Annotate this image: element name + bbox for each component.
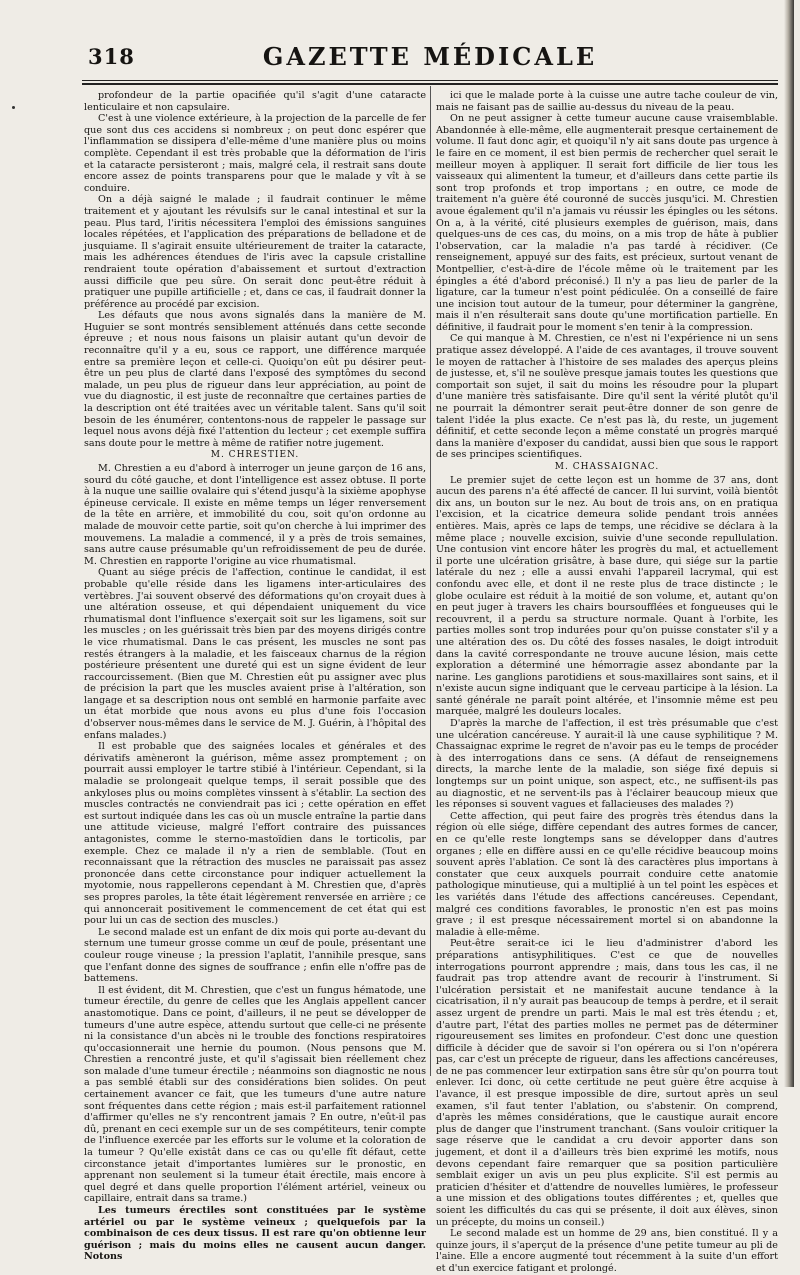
section-heading <box>84 450 426 462</box>
paragraph: Le premier sujet de cette leçon est un homme de 37 ans, dont aucun des parens n'a été affecté de cancer. Il lui survint, voilà bientôt dix ans, un bouton sur le nez. Au bout de trois ans, on en pratiqua l'excision, et la cicatrice demeura solide pendant trois années entières. Mais, après ce laps de temps, une récidive se déclara à la même place ; nouvelle excision, suivie d'une seconde repullulation. Une contusion vint encore hâter les progrès du mal, et actuellement il porte une ulcération grisâtre, à base dure, qui siége sur la partie latérale du nez ; elle a aussi envahi l'appareil lacrymal, qui est confondu avec elle, et dont il ne reste plus de trace distincte ; le globe oculaire est réduit à la moitié de son volume, et, autant qu'on en peut juger à travers les chairs boursoufflées et fongueuses qui le recouvrent, il a perdu sa structure normale. Quant à l'orbite, les parties molles sont trop indurées pour qu'on puisse constater s'il y a une altération des os. Du côté des fosses nasales, le doigt introduit dans la cavité correspondante ne trouve aucune lésion, mais cette exploration a déterminé une hémorragie assez abondante par la narine. Les ganglions parotidiens et sous-maxillaires sont sains, et il n'existe aucun signe indiquant que le cerveau participe à la lésion. La santé générale ne paraît point altérée, et l'insomnie même est peu marquée, malgré les douleurs locales. <box>436 474 778 718</box>
paragraph: M. Chrestien a eu d'abord à interroger un jeune garçon de 16 ans, sourd du côté gauche, et dont l'intelligence est assez obtuse. Il porte à la nuque une saillie ovalaire qui s'étend jusqu'à la sixième apophyse épineuse cervicale. Il existe en même temps un léger renversement de la tête en arrière, et immobilité du cou, soit qu'on ordonne au malade de mouvoir cette partie, soit qu'on cherche à lui imprimer des mouvemens. La maladie a commencé, il y a près de trois semaines, sans autre cause présumable qu'un refroidissement de peu de durée. M. Chrestien en rapporte l'origine au vice rhumatismal. <box>84 463 426 567</box>
paragraph: C'est à une violence extérieure, à la projection de la parcelle de fer que sont dus ces accidens si nombreux ; on peut donc espérer que l'inflammation se dissipera d'elle-même d'une manière plus ou moins complète. Cependant il est très probable que la déformation de l'iris et la cataracte persisteront ; mais, malgré cela, il restrait sans doute encore assez de points transparens pour que le malade y vît à se conduire. <box>84 113 426 194</box>
page-number: 318 <box>88 44 135 69</box>
column-separator <box>430 86 431 1076</box>
section-heading-text: M. CHRESTIEN. <box>210 450 300 461</box>
paragraph: Il est évident, dit M. Chrestien, que c'est un fungus hématode, une tumeur érectile, du genre de celles que les Anglais appellent cancer anastomotique. Dans ce point, d'ailleurs, il ne peut se développer de tumeurs d'une autre espèce, attendu surtout que celle-ci ne présente ni la consistance d'un abcès ni le trouble des fonctions respiratoires qu'occasionnerait une hernie du poumon. (Nous pensons que M. Chrestien a rencontré juste, et qu'il s'agissait bien réellement chez son malade d'une tumeur érectile ; néanmoins son diagnostic ne nous a pas semblé établi sur des considérations bien solides. On peut certainement avancer ce fait, que les tumeurs d'une autre nature sont fréquentes dans cette région ; mais est-il parfaitement rationnel d'affirmer qu'elles ne s'y rencontrent jamais ? En outre, n'eût-il pas dû, prenant en ceci exemple sur un de ses compétiteurs, tenir compte de l'influence exercée par les efforts sur le volume et la coloration de la tumeur ? Qu'elle existât dans ce cas ou qu'elle fît défaut, cette circonstance jetait d'importantes lumières sur le pronostic, en apprenant non seulement si la tumeur était érectile, mais encore à quel degré et dans quelle proportion l'élément artériel, veineux ou capillaire, entrait dans sa trame.) <box>84 984 426 1205</box>
paragraph: profondeur de la partie opacifiée qu'il s'agit d'une cataracte lenticulaire et non capsulaire. <box>84 90 426 113</box>
paragraph: On ne peut assigner à cette tumeur aucune cause vraisemblable. Abandonnée à elle-même, elle augmenterait presque certainement de volume. Il faut donc agir, et quoiqu'il n'y ait sans doute pas urgence à le faire en ce moment, il est bien permis de rechercher quel serait le meilleur moyen à appliquer. Il serait fort difficile de lier tous les vaisseaux qui alimentent la tumeur, et d'ailleurs dans cette partie ils sont trop profonds et trop importans ; en outre, ce mode de traitement n'a guère été couronné de succès jusqu'ici. M. Chrestien avoue également qu'il n'a jamais vu réussir les épingles ou les sétons. On a, à la vérité, cité plusieurs exemples de guérison, mais, dans quelques-uns de ces cas, du moins, on a mis trop de hâte à publier l'observation, car la maladie n'a pas tardé à récidiver. (Ce renseignement, appuyé sur des faits, est précieux, surtout venant de Montpellier, c'est-à-dire de l'école même où le traitement par les épingles a été d'abord préconisé.) Il n'y a pas lieu de parler de la ligature, car la tumeur n'est point pédiculée. On a conseillé de faire une incision tout autour de la tumeur, pour déterminer la gangrène, mais il n'en résulterait sans doute qu'une mortification partielle. En définitive, il faudrait pour le moment s'en tenir à la compression. <box>436 113 778 333</box>
journal-title: GAZETTE MÉDICALE <box>262 42 598 71</box>
paragraph-bold: Les tumeurs érectiles sont constituées par le système artériel ou par le système veineux ; quelquefois par la combinaison de ces deux tissus. Il est rare qu'on obtienne leur guérison ; mais du moins elles ne causent aucun danger. Notons <box>84 1205 426 1263</box>
left-column <box>84 90 426 1263</box>
paragraph: ici que le malade porte à la cuisse une autre tache couleur de vin, mais ne faisant pas de saillie au-dessus du niveau de la peau. <box>436 90 778 113</box>
paragraph: Cette affection, qui peut faire des progrès très étendus dans la région où elle siége, diffère cependant des autres formes de cancer, en ce qu'elle reste longtemps sans se développer dans d'autres organes ; elle en diffère aussi en ce qu'elle récidive beaucoup moins souvent après l'ablation. Ce sont là des caractères plus importans à constater que ceux auxquels pourrait conduire cette anatomie pathologique minutieuse, qui a multiplié à un tel point les espèces et les variétés dans l'étude des affections cancéreuses. Cependant, malgré ces conditions favorables, le pronostic n'en est pas moins grave ; il est presque nécessairement mortel si on abandonne la maladie à elle-même. <box>436 810 778 938</box>
header-rule-thick <box>82 83 778 85</box>
section-heading-text: M. CHASSAIGNAC. <box>554 462 660 472</box>
paragraph: Peut-être serait-ce ici le lieu d'administrer d'abord les préparations antisyphilitiques. C'est ce que de nouvelles interrogations pourront apprendre ; mais, dans tous les cas, il ne faudrait pas trop attendre avant de recourir à l'instrument. Si l'ulcération persistait et ne manifestait aucune tendance à la cicatrisation, il n'y aurait pas beaucoup de temps à perdre, et il serait assez urgent de prendre un parti. Mais le mal est très étendu ; et, d'autre part, l'état des parties molles ne permet pas de déterminer rigoureusement ses limites en profondeur. C'est donc une question difficile à décider que de savoir si l'on opérera ou si l'on n'opérera pas, car c'est un précepte de rigueur, dans les affections cancéreuses, de ne pas commencer leur extirpation sans être sûr qu'on pourra tout enlever. Ici donc, où cette certitude ne peut guère être acquise à l'avance, il est presque impossible de dire, surtout après un seul examen, s'il faut tenter l'ablation, ou s'abstenir. On comprend, d'après les mêmes considérations, que le caustique aurait encore plus de danger que l'instrument tranchant. (Sans vouloir critiquer la sage réserve que le candidat a cru devoir apporter dans son jugement, et dont il a d'ailleurs très bien exprimé les motifs, nous devons cependant faire remarquer que sa position particulière semblait exiger un avis un peu plus explicite. S'il est permis au praticien d'hésiter et d'attendre de nouvelles lumières, le professeur a une mission et des obligations toutes différentes ; et, quelles que soient les difficultés du cas qui se présente, il doit aux élèves, sinon un précepte, du moins un conseil.) <box>436 938 778 1228</box>
page-header <box>80 40 780 78</box>
scan-edge-shadow <box>784 0 794 1087</box>
paragraph: Les défauts que nous avons signalés dans la manière de M. Huguier se sont montrés sensiblement atténués dans cette seconde épreuve ; et nous nous faisons un plaisir autant qu'un devoir de reconnaître qu'il y a eu, sous ce rapport, une différence marquée entre sa première leçon et celle-ci. Quoiqu'on eût pu désirer peut-être un peu plus de clarté dans l'exposé des symptômes du second malade, un peu plus de rigueur dans leur appréciation, au point de vue du diagnostic, il est juste de reconnaître que certaines parties de la description ont été traitées avec un véritable talent. Sans qu'il soit besoin de les énumérer, contentons-nous de rappeler le passage sur lequel nous avons déjà fixé l'attention du lecteur ; cet exemple suffira sans doute pour le mettre à même de ratifier notre jugement. <box>84 310 426 449</box>
paragraph: Le second malade est un homme de 29 ans, bien constitué. Il y a quinze jours, il s'aperçut de la présence d'une petite tumeur au pli de l'aine. Elle a encore augmenté tout récemment à la suite d'un effort et d'un exercice fatigant et prolongé. <box>436 1228 778 1274</box>
right-column <box>436 90 778 1274</box>
paragraph: D'après la marche de l'affection, il est très présumable que c'est une ulcération cancéreuse. Y aurait-il là une cause syphilitique ? M. Chassaignac exprime le regret de n'avoir pas eu le temps de procéder à des interrogations dans ce sens. (A défaut de renseignemens directs, la marche lente de la maladie, son siége fixé depuis si longtemps sur un point unique, son aspect, etc., ne suffisent-ils pas au diagnostic, et ne servent-ils pas à l'éclairer beaucoup mieux que les réponses si souvent vagues et fallacieuses des malades ?) <box>436 718 778 811</box>
paragraph: Ce qui manque à M. Chrestien, ce n'est ni l'expérience ni un sens pratique assez développé. A l'aide de ces avantages, il trouve souvent le moyen de rattacher à l'histoire de ses malades des aperçus pleins de justesse, et, s'il ne soulève presque jamais toutes les questions que comportait son sujet, il sait du moins les résoudre pour la plupart d'une manière très satisfaisante. Dire qu'il sent la vérité plutôt qu'il ne pourrait la démontrer serait peut-être donner de son genre de talent l'idée la plus exacte. Ce n'est pas là, du reste, un jugement définitif, et cette seconde leçon a même constaté un progrès marqué dans la manière d'exposer du candidat, aussi bien que sous le rapport de ses principes scientifiques. <box>436 333 778 461</box>
paragraph: Le second malade est un enfant de dix mois qui porte au-devant du sternum une tumeur grosse comme un œuf de poule, présentant une couleur rouge vineuse ; la pression l'aplatit, l'annihile presque, sans que l'enfant donne des signes de souffrance ; enfin elle n'offre pas de battemens. <box>84 926 426 985</box>
header-rule <box>82 80 778 81</box>
section-heading <box>436 462 778 474</box>
paragraph: Quant au siége précis de l'affection, continue le candidat, il est probable qu'elle réside dans les ligamens inter-articulaires des vertèbres. J'ai souvent observé des déformations qu'on croyait dues à une altération osseuse, et qui dépendaient uniquement du vice rhumatismal dont l'influence s'exerçait soit sur les ligamens, soit sur les muscles ; on les guérissait très bien par des moyens dirigés contre le vice rhumatismal. Dans le cas présent, les muscles ne sont pas restés étrangers à la maladie, et les faisceaux charnus de la région postérieure présentent une dureté qui est un signe évident de leur raccourcissement. (Bien que M. Chrestien eût pu assigner avec plus de précision la part que les muscles avaient prise à l'altération, son langage et sa description nous ont semblé en harmonie parfaite avec un état morbide que nous avons eu plus d'une fois l'occasion d'observer nous-mêmes dans le service de M. J. Guérin, à l'hôpital des enfans malades.) <box>84 567 426 741</box>
paragraph: Il est probable que des saignées locales et générales et des dérivatifs amèneront la guérison, même assez promptement ; on pourrait aussi employer le tartre stibié à l'intérieur. Cependant, si la maladie se prolongeait quelque temps, il serait possible que des ankyloses plus ou moins complètes vinssent à s'établir. La section des muscles contractés ne conviendrait pas ici ; cette opération en effet est surtout indiquée dans les cas où un muscle entraîne la partie dans une attitude vicieuse, malgré l'effort contraire des puissances antagonistes, comme le sterno-mastoïdien dans le torticolis, par exemple. Chez ce malade il n'y a rien de semblable. (Tout en reconnaissant que la rétraction des muscles ne paraissait pas assez prononcée dans cette circonstance pour indiquer actuellement la myotomie, nous rappellerons cependant à M. Chrestien que, d'après ses propres paroles, la tête était légèrement renversée en arrière ; ce qui annoncerait positivement le commencement de cet état qui est pour lui un cas de section des muscles.) <box>84 741 426 927</box>
paragraph: On a déjà saigné le malade ; il faudrait continuer le même traitement et y ajoutant les révulsifs sur le canal intestinal et sur la peau. Plus tard, l'iritis nécessitera l'emploi des émissions sanguines locales répétées, et l'application des préparations de belladone et de jusquiame. Il s'agirait ensuite ultérieurement de traiter la cataracte, mais les adhérences étendues de l'iris avec la capsule cristalline rendraient toute opération d'abaissement et surtout d'extraction aussi difficile que peu sûre. On serait donc peut-être réduit à pratiquer une pupille artificielle ; et, dans ce cas, il faudrait donner la préférence au procédé par excision. <box>84 194 426 310</box>
margin-dot <box>12 106 15 109</box>
